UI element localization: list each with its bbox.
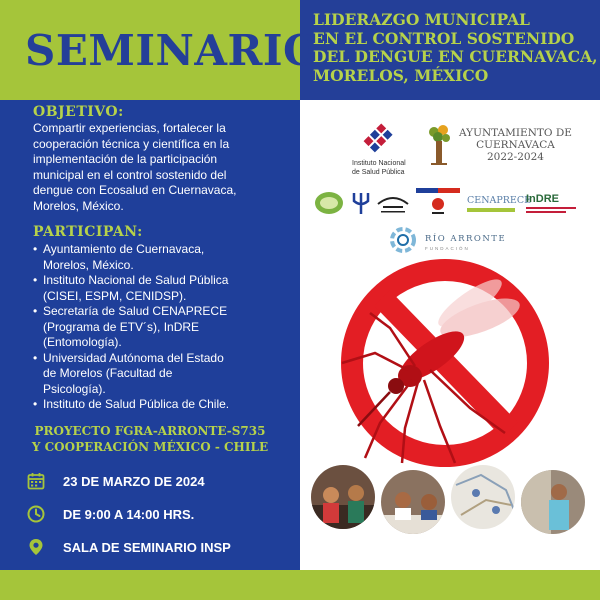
insp-emblem-icon [360, 122, 394, 156]
clock-icon [27, 505, 45, 523]
ayuntamiento-tree-icon [424, 123, 454, 167]
participant-item [33, 273, 288, 304]
participant-item [33, 304, 288, 351]
cenaprece-text: CENAPRECE [467, 195, 532, 206]
project-name [0, 424, 300, 455]
insp-caption-line: de Salud Pública [352, 169, 405, 176]
footer-band [0, 570, 600, 600]
participant-line: • Instituto Nacional de Salud Pública [43, 273, 229, 287]
map-photo [448, 462, 518, 532]
participant-line: • Instituto de Salud Pública de Chile. [43, 397, 230, 411]
workshop-photo [378, 467, 448, 537]
event-date-row [27, 471, 205, 491]
objective-line: cooperación técnica y científica en la [33, 136, 230, 151]
uaem-emblem-icon [375, 190, 411, 216]
participant-line: (Entomología). [43, 335, 122, 349]
objective-line: Morelos, México. [33, 198, 124, 213]
objective-heading: OBJETIVO: [33, 104, 124, 120]
cenaprece-bar [467, 208, 515, 212]
event-title-line: DEL DENGUE EN CUERNAVACA, [313, 47, 598, 66]
participants-heading: PARTICIPAN: [33, 224, 143, 240]
event-place: SALA DE SEMINARIO INSP [63, 539, 231, 555]
uaem-psicologia-logo [314, 190, 344, 221]
event-title-line: LIDERAZGO MUNICIPAL [313, 10, 530, 29]
objective-line: implementación de la participación [33, 152, 218, 166]
event-date: 23 DE MARZO DE 2024 [63, 473, 205, 489]
ayuntamiento-line: AYUNTAMIENTO DE [459, 127, 572, 139]
participants-list [33, 242, 288, 413]
objective-line: municipal en el control sostenido del [33, 167, 227, 182]
cenaprece-logo [467, 195, 531, 212]
participant-line: (CISEI, ESPM, CENIDSP). [43, 288, 187, 303]
participant-item [33, 351, 288, 398]
location-pin-icon [27, 538, 45, 556]
psi-icon [352, 190, 370, 216]
event-place-row [27, 537, 231, 557]
participant-line: • Ayuntamiento de Cuernavaca, [43, 242, 205, 256]
calendar-icon [27, 472, 45, 490]
participant-item [33, 242, 288, 273]
ayuntamiento-years: 2022-2024 [486, 151, 544, 163]
psicologia-logo [352, 190, 370, 221]
event-time-row [27, 504, 194, 524]
ayuntamiento-line: CUERNAVACA [476, 139, 555, 151]
indre-text: InDRE [526, 193, 559, 205]
event-title-line: MORELOS, MÉXICO [313, 65, 489, 85]
insp-logo [352, 122, 406, 177]
event-time: DE 9:00 A 14:00 HRS. [63, 506, 195, 522]
uaem-logo [375, 190, 411, 221]
objective-text [33, 121, 273, 214]
indre-logo [526, 193, 576, 213]
participant-line: Psicología). [43, 381, 106, 396]
objective-line: Compartir experiencias, fortalecer la [33, 121, 226, 135]
participant-item [33, 397, 288, 413]
insp-caption-line: Instituto Nacional [352, 160, 406, 167]
field-visit-photo [518, 467, 588, 537]
project-line: Y COOPERACIÓN MÉXICO - CHILE [31, 439, 269, 454]
participant-line: • Universidad Autónoma del Estado [43, 350, 224, 365]
project-line: PROYECTO FGRA-ARRONTE-S735 [34, 424, 266, 438]
chile-logo [416, 188, 460, 221]
participant-line: • Secretaría de Salud CENAPRECE [43, 304, 228, 318]
seminario-heading: SEMINARIO [25, 26, 321, 75]
indre-bar [526, 207, 576, 209]
rio-arronte-text: RÍO ARRONTE [425, 234, 507, 244]
green-seal-icon [314, 190, 344, 216]
objective-line: dengue con Ecosalud en Cuernavaca, [33, 183, 237, 197]
indre-bar [526, 211, 566, 213]
participant-line: (Programa de ETV´s), InDRE [43, 319, 200, 334]
rio-arronte-sub: FUNDACIÓN [425, 246, 470, 251]
chile-emblem-icon [416, 188, 460, 216]
event-title [313, 11, 598, 85]
rio-arronte-emblem-icon [389, 226, 417, 254]
ayuntamiento-text [459, 127, 572, 163]
event-title-line: EN EL CONTROL SOSTENIDO [313, 28, 575, 48]
participant-line: de Morelos (Facultad de [43, 366, 173, 380]
participant-line: Morelos, México. [43, 257, 134, 272]
no-mosquito-illustration [320, 258, 590, 473]
community-photo [308, 462, 378, 532]
